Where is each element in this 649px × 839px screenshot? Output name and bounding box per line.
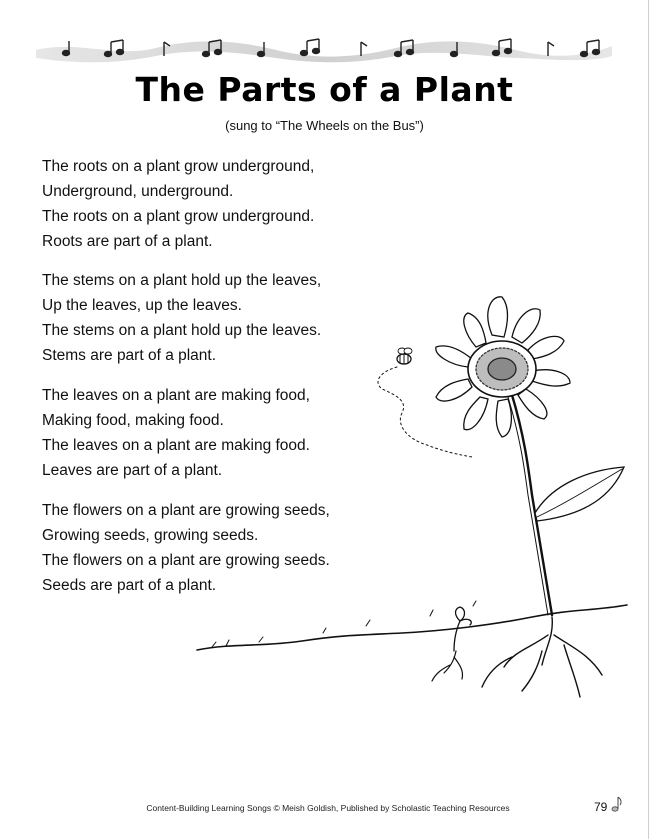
verse-line: Up the leaves, up the leaves. bbox=[42, 297, 242, 314]
page-footer: Content-Building Learning Songs © Meish Goldish, Published by Scholastic Teaching Resources bbox=[146, 803, 510, 813]
music-notes-band-icon bbox=[36, 34, 612, 64]
verse-line: Underground, underground. bbox=[42, 183, 234, 200]
sunflower-plant-icon bbox=[192, 295, 632, 715]
music-note-icon bbox=[611, 795, 623, 813]
verse-line: Growing seeds, growing seeds. bbox=[42, 527, 259, 544]
verse-line: Stems are part of a plant. bbox=[42, 347, 217, 364]
verse-line: The leaves on a plant are making food. bbox=[42, 437, 310, 454]
verse-line: The flowers on a plant are growing seeds. bbox=[42, 552, 330, 569]
verse-1 bbox=[42, 154, 314, 254]
verse-line: The stems on a plant hold up the leaves, bbox=[42, 272, 322, 289]
verse-line: The roots on a plant grow underground, bbox=[42, 158, 315, 175]
verse-line: The leaves on a plant are making food, bbox=[42, 387, 310, 404]
verse-line: Roots are part of a plant. bbox=[42, 233, 213, 250]
page-number: 79 bbox=[594, 800, 608, 814]
verse-line: Leaves are part of a plant. bbox=[42, 462, 223, 479]
verse-line: Making food, making food. bbox=[42, 412, 224, 429]
verse-line: Seeds are part of a plant. bbox=[42, 577, 217, 594]
verse-line: The flowers on a plant are growing seeds, bbox=[42, 502, 330, 519]
verse-line: The stems on a plant hold up the leaves. bbox=[42, 322, 322, 339]
verse-line: The roots on a plant grow underground. bbox=[42, 208, 315, 225]
page-subtitle: (sung to “The Wheels on the Bus”) bbox=[225, 118, 424, 133]
page-title: The Parts of a Plant bbox=[135, 70, 514, 109]
